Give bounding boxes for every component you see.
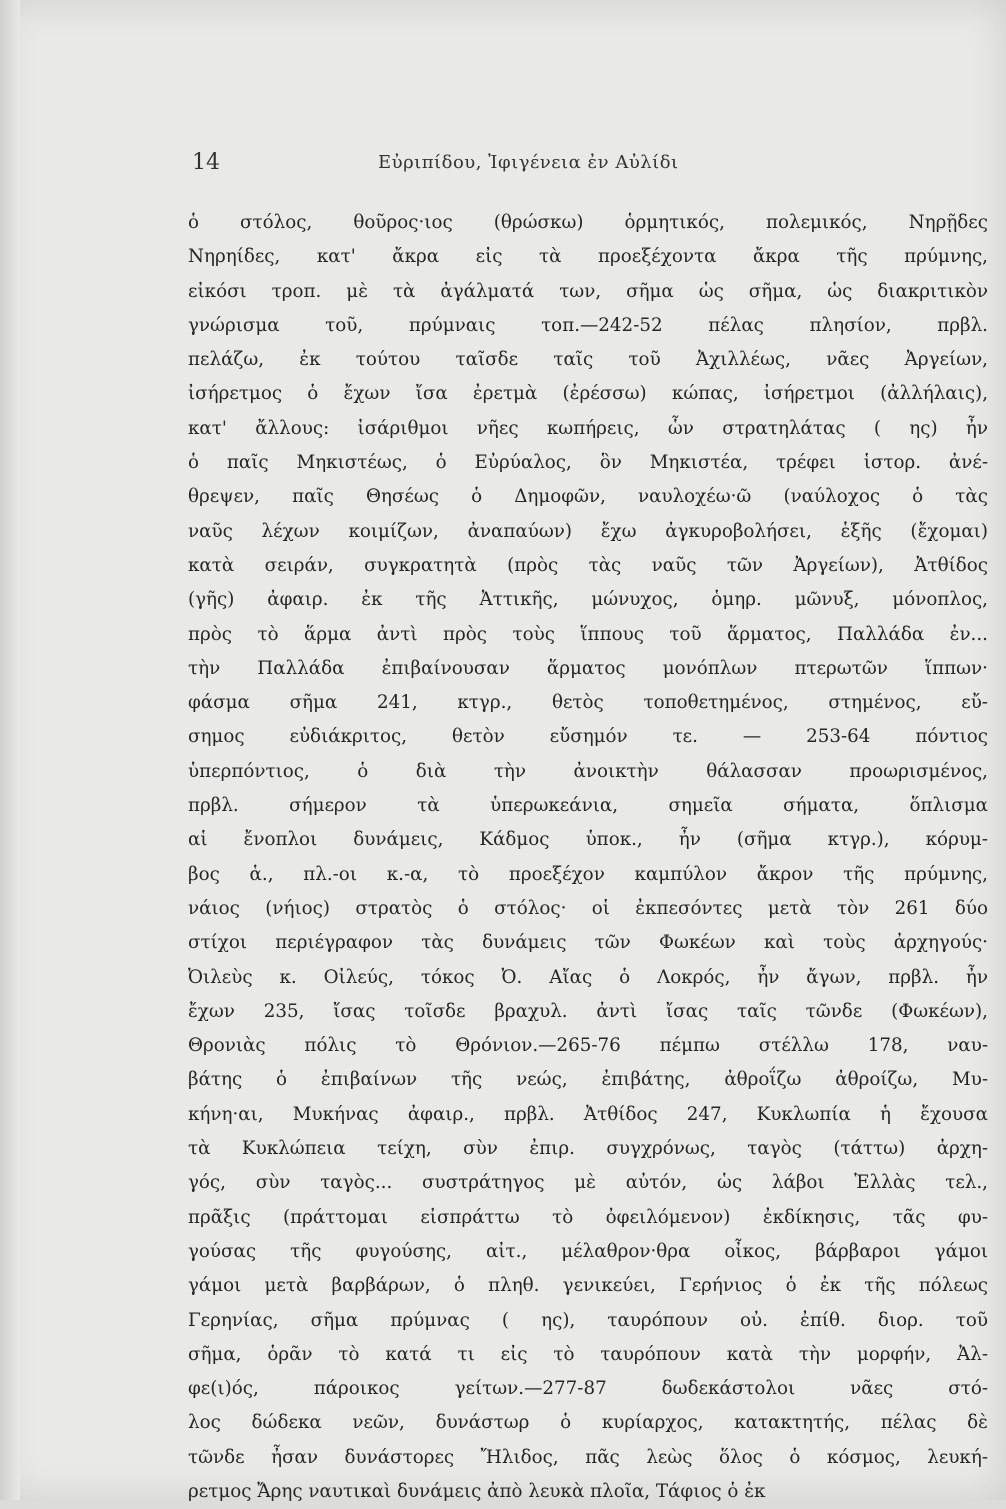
- text-line: τὰ Κυκλώπεια τείχη, σὺν ἐπιρ. συγχρόνως, ταγὸς (τάττω) ἀρχη-: [188, 1138, 988, 1160]
- running-title: Εὐριπίδου, Ἰφιγένεια ἐν Αὐλίδι: [378, 152, 679, 173]
- text-line: γνώρισμα τοῦ, πρύμναις τοπ.—242-52 πέλας πλησίον, πρβλ.: [188, 314, 988, 336]
- text-line: πρᾶξις (πράττομαι εἰσπράττω τὸ ὀφειλόμενον) ἐκδίκησις, τᾶς φυ-: [188, 1206, 988, 1228]
- text-line: ἔχων 235, ἴσας τοῖσδε βραχυλ. ἀντὶ ἴσας ταῖς τῶνδε (Φωκέων),: [188, 1000, 988, 1022]
- text-line: βάτης ὁ ἐπιβαίνων τῆς νεώς, ἐπιβάτης, ἀθροΐζω ἀθροίζω, Μυ-: [188, 1069, 988, 1091]
- text-line: ὑπερπόντιος, ὁ διὰ τὴν ἀνοικτὴν θάλασσαν προωρισμένος,: [188, 760, 988, 782]
- text-line: σημος εὐδιάκριτος, θετὸν εὔσημόν τε. — 253-64 πόντιος: [188, 726, 988, 748]
- text-line: φε(ι)ός, πάροικος γείτων.—277-87 δωδεκάστολοι νᾶες στό-: [188, 1378, 988, 1400]
- text-line: γός, σὺν ταγὸς... συστράτηγος μὲ αὐτόν, ὡς λάβοι Ἑλλὰς τελ.,: [188, 1172, 988, 1194]
- text-line: σῆμα, ὁρᾶν τὸ κατά τι εἰς τὸ ταυρόπουν κατὰ τὴν μορφήν, Ἀλ-: [188, 1343, 988, 1365]
- page-number: 14: [192, 150, 220, 175]
- text-line: τῶνδε ἦσαν δυνάστορες Ἤλιδος, πᾶς λεὼς ὅλος ὁ κόσμος, λευκή-: [188, 1446, 988, 1468]
- text-line: πρὸς τὸ ἅρμα ἀντὶ πρὸς τοὺς ἵππους τοῦ ἅρματος, Παλλάδα ἐν...: [188, 623, 988, 645]
- text-line: Νηρηίδες, κατ' ἄκρα εἰς τὰ προεξέχοντα ἄκρα τῆς πρύμνης,: [188, 246, 988, 268]
- page-header: [0, 150, 1006, 190]
- text-line: αἱ ἔνοπλοι δυνάμεις, Κάδμος ὑποκ., ἦν (σῆμα κτγρ.), κόρυμ-: [188, 829, 988, 851]
- text-line: γούσας τῆς φυγούσης, αἰτ., μέλαθρον·θρα οἶκος, βάρβαροι γάμοι: [188, 1240, 988, 1262]
- text-line: κήνη·αι, Μυκήνας ἀφαιρ., πρβλ. Ἀτθίδος 247, Κυκλωπία ἡ ἔχουσα: [188, 1103, 988, 1125]
- text-line: φάσμα σῆμα 241, κτγρ., θετὸς τοποθετημένος, στημένος, εὔ-: [188, 692, 988, 714]
- text-line: ἰσήρετμος ὁ ἔχων ἴσα ἐρετμὰ (ἐρέσσω) κώπας, ἰσήρετμοι (ἀλλήλαις),: [188, 383, 988, 405]
- text-line: πελάζω, ἐκ τούτου ταῖσδε ταῖς τοῦ Ἀχιλλέως, νᾶες Ἀργείων,: [188, 349, 988, 371]
- text-line: κατὰ σειράν, συγκρατητὰ (πρὸς τὰς ναῦς τῶν Ἀργείων), Ἀτθίδος: [188, 554, 988, 576]
- text-line: Ὀιλεὺς κ. Οἰλεύς, τόκος Ὀ. Αἴας ὁ Λοκρός, ἦν ἄγων, πρβλ. ἦν: [188, 966, 988, 988]
- text-line: εἰκόσι τροπ. μὲ τὰ ἀγάλματά των, σῆμα ὡς σῆμα, ὡς διακριτικὸν: [188, 280, 988, 302]
- text-line: ὁ παῖς Μηκιστέως, ὁ Εὐρύαλος, ὃν Μηκιστέα, τρέφει ἱστορ. ἀνέ-: [188, 452, 988, 474]
- text-line: (γῆς) ἀφαιρ. ἐκ τῆς Ἀττικῆς, μώνυχος, ὁμηρ. μῶνυξ, μόνοπλος,: [188, 589, 988, 611]
- text-line: τὴν Παλλάδα ἐπιβαίνουσαν ἅρματος μονόπλων πτερωτῶν ἵππων·: [188, 657, 988, 679]
- text-line: λος δώδεκα νεῶν, δυνάστωρ ὁ κυρίαρχος, κατακτητής, πέλας δὲ: [188, 1412, 988, 1434]
- text-line: Θρονιὰς πόλις τὸ Θρόνιον.—265-76 πέμπω στέλλω 178, ναυ-: [188, 1035, 988, 1057]
- text-line: θρεψεν, παῖς Θησέως ὁ Δημοφῶν, ναυλοχέω·ῶ (ναύλοχος ὁ τὰς: [188, 486, 988, 508]
- text-line: Γερηνίας, σῆμα πρύμνας ( ης), ταυρόπουν οὐ. ἐπίθ. διορ. τοῦ: [188, 1309, 988, 1331]
- page-edge-shadow: [0, 0, 20, 1500]
- text-line: ὁ στόλος, θοῦρος·ιος (θρώσκω) ὁρμητικός, πολεμικός, Νηρῇδες: [188, 212, 988, 233]
- text-line: βος ἁ., πλ.-οι κ.-α, τὸ προεξέχον καμπύλον ἄκρον τῆς πρύμνης,: [188, 863, 988, 885]
- text-line: ναῦς λέχων κοιμίζων, ἀναπαύων) ἔχω ἀγκυροβολήσει, ἑξῆς (ἔχομαι): [188, 520, 988, 542]
- text-line: πρβλ. σήμερον τὰ ὑπερωκεάνια, σημεῖα σήματα, ὅπλισμα: [188, 795, 988, 817]
- text-line: στίχοι περιέγραφον τὰς δυνάμεις τῶν Φωκέων καὶ τοὺς ἀρχηγούς·: [188, 932, 988, 954]
- commentary-text: [188, 206, 988, 1509]
- text-line: ρετμος Ἄρης ναυτικαὶ δυνάμεις ἀπὸ λευκὰ πλοῖα, Τάφιος ὁ ἐκ: [188, 1480, 766, 1502]
- text-line: νάιος (νήιος) στρατὸς ὁ στόλος· οἱ ἐκπεσόντες μετὰ τὸν 261 δύο: [188, 897, 988, 919]
- text-line: κατ' ἄλλους: ἰσάριθμοι νῆες κωπήρεις, ὧν στρατηλάτας ( ης) ἦν: [188, 417, 988, 439]
- text-line: γάμοι μετὰ βαρβάρων, ὁ πληθ. γενικεύει, Γερήνιος ὁ ἐκ τῆς πόλεως: [188, 1275, 988, 1297]
